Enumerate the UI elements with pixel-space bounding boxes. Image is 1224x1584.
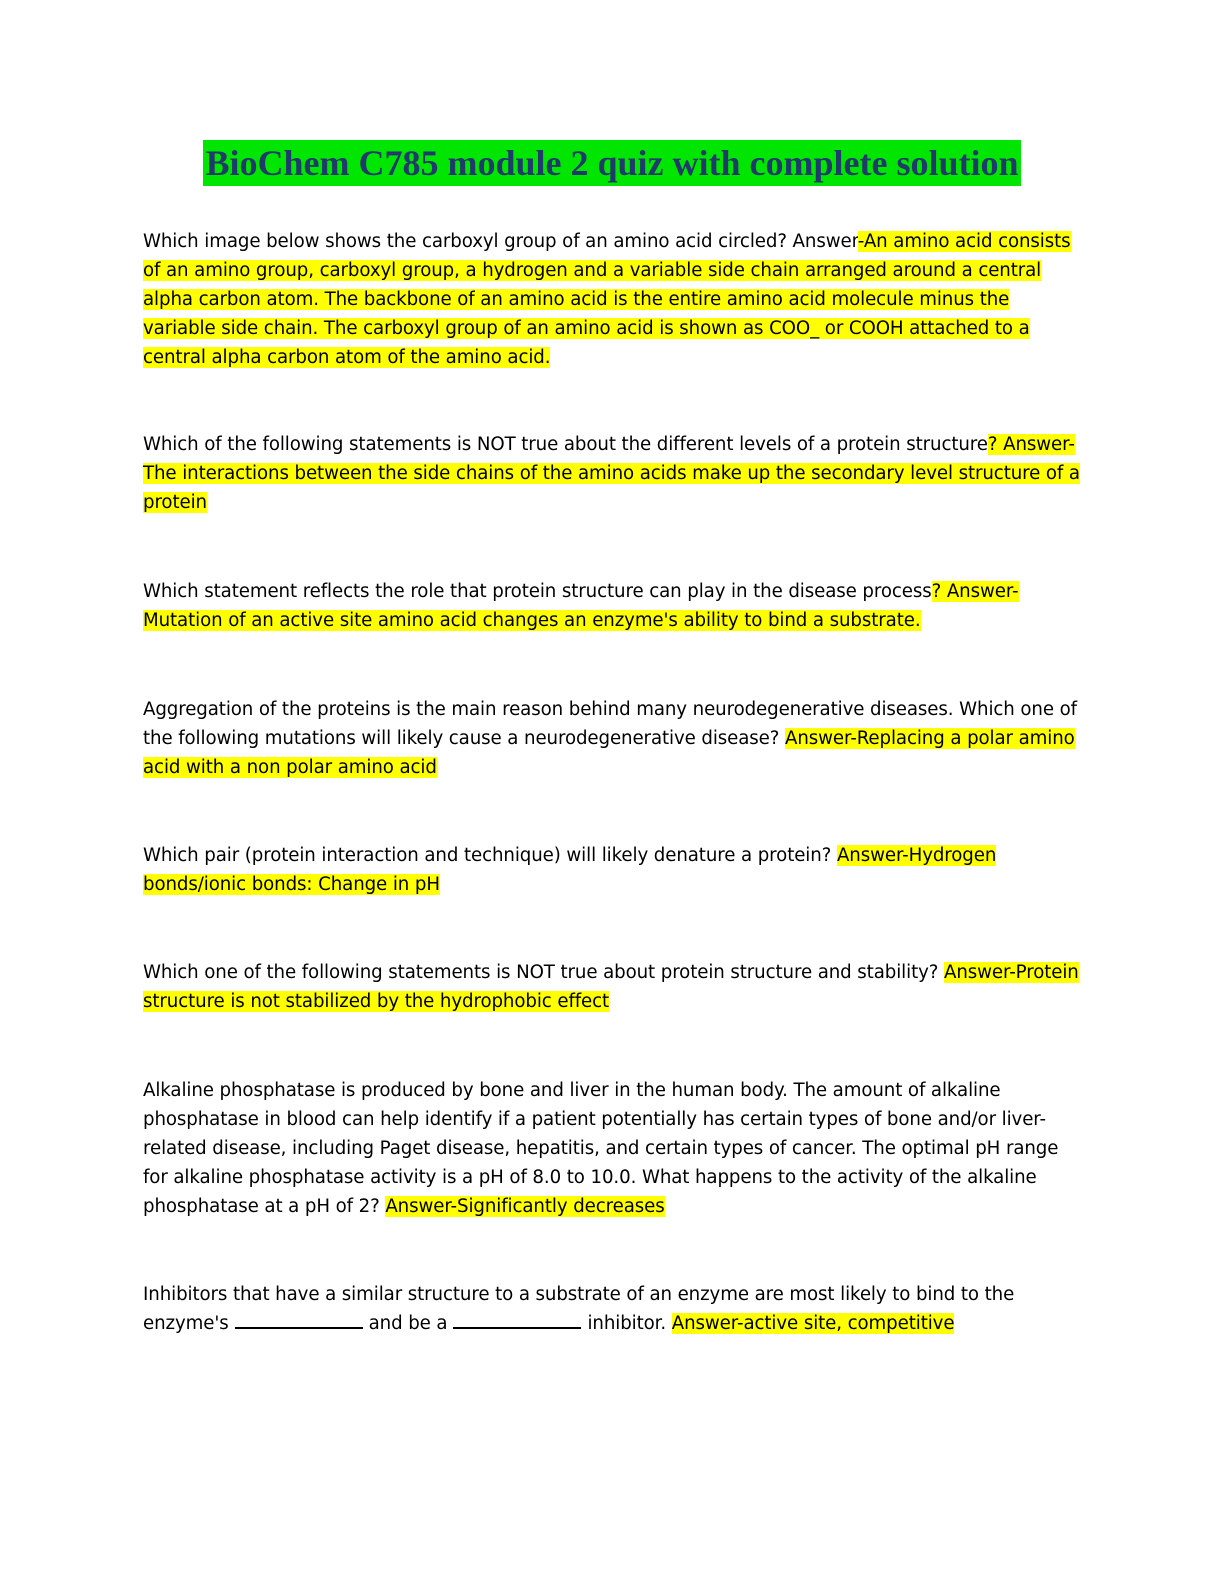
answer-text: -An amino acid consists of an amino group, carboxyl group, a hydrogen and a variable side chain arranged around a central alpha carbon atom. The backbone of an amino acid is the entire amino acid molecule minus the variable side chain. The carboxyl group of an amino acid is shown as COO_ or COOH attached to a central alpha carbon atom of the amino acid. — [143, 231, 1071, 368]
answer-text: ? Answer-Mutation of an active site amino acid changes an enzyme's ability to bind a substrate. — [143, 581, 1019, 631]
question-text: Which image below shows the carboxyl group of an amino acid circled? Answer — [143, 231, 858, 252]
question-text: Aggregation of the proteins is the main reason behind many neurodegenerative diseases. Which one of the following mutations will likely cause a neurodegenerative disease? — [143, 699, 1077, 749]
fill-in-blank-1 — [235, 1311, 363, 1329]
title-container — [0, 140, 1224, 186]
answer-text: Answer-Significantly decreases — [385, 1196, 665, 1217]
fill-in-blank-2 — [453, 1311, 581, 1329]
qa-item-4 — [143, 695, 1083, 782]
answer-text: Answer-Replacing a polar amino acid with a non polar amino acid — [143, 728, 1075, 778]
qa-item-6 — [143, 958, 1083, 1016]
qa-item-8 — [143, 1280, 1083, 1338]
qa-item-3 — [143, 577, 1083, 635]
answer-text: Answer-Hydrogen bonds/ionic bonds: Change in pH — [143, 845, 997, 895]
question-text: Which one of the following statements is NOT true about protein structure and stability? — [143, 962, 944, 983]
question-text: Which of the following statements is NOT true about the different levels of a protein structure — [143, 434, 988, 455]
question-text: Which statement reflects the role that protein structure can play in the disease process — [143, 581, 932, 602]
question-text-part-1: Inhibitors that have a similar structure to a substrate of an enzyme are most likely to bind to the enzyme's — [143, 1284, 1015, 1334]
question-text-part-3: inhibitor. — [587, 1313, 672, 1334]
page-title: BioChem C785 module 2 quiz with complete solution — [203, 140, 1020, 186]
question-text: Alkaline phosphatase is produced by bone and liver in the human body. The amount of alkaline phosphatase in blood can help identify if a patient potentially has certain types of bone and/or liver-related disease, including Paget disease, hepatitis, and certain types of cancer. The optimal pH range for alkaline phosphatase activity is a pH of 8.0 to 10.0. What happens to the activity of the alkaline phosphatase at a pH of 2? — [143, 1080, 1059, 1217]
qa-item-5 — [143, 841, 1083, 899]
qa-item-1 — [143, 227, 1083, 372]
answer-text: ? Answer-The interactions between the side chains of the amino acids make up the secondary level structure of a protein — [143, 434, 1080, 513]
qa-item-7 — [143, 1076, 1083, 1221]
question-text: Which pair (protein interaction and technique) will likely denature a protein? — [143, 845, 837, 866]
answer-text: Answer-active site, competitive — [671, 1313, 955, 1334]
question-text-part-2: and be a — [368, 1313, 448, 1334]
answer-text: Answer-Protein structure is not stabilized by the hydrophobic effect — [143, 962, 1079, 1012]
qa-item-2 — [143, 430, 1083, 517]
